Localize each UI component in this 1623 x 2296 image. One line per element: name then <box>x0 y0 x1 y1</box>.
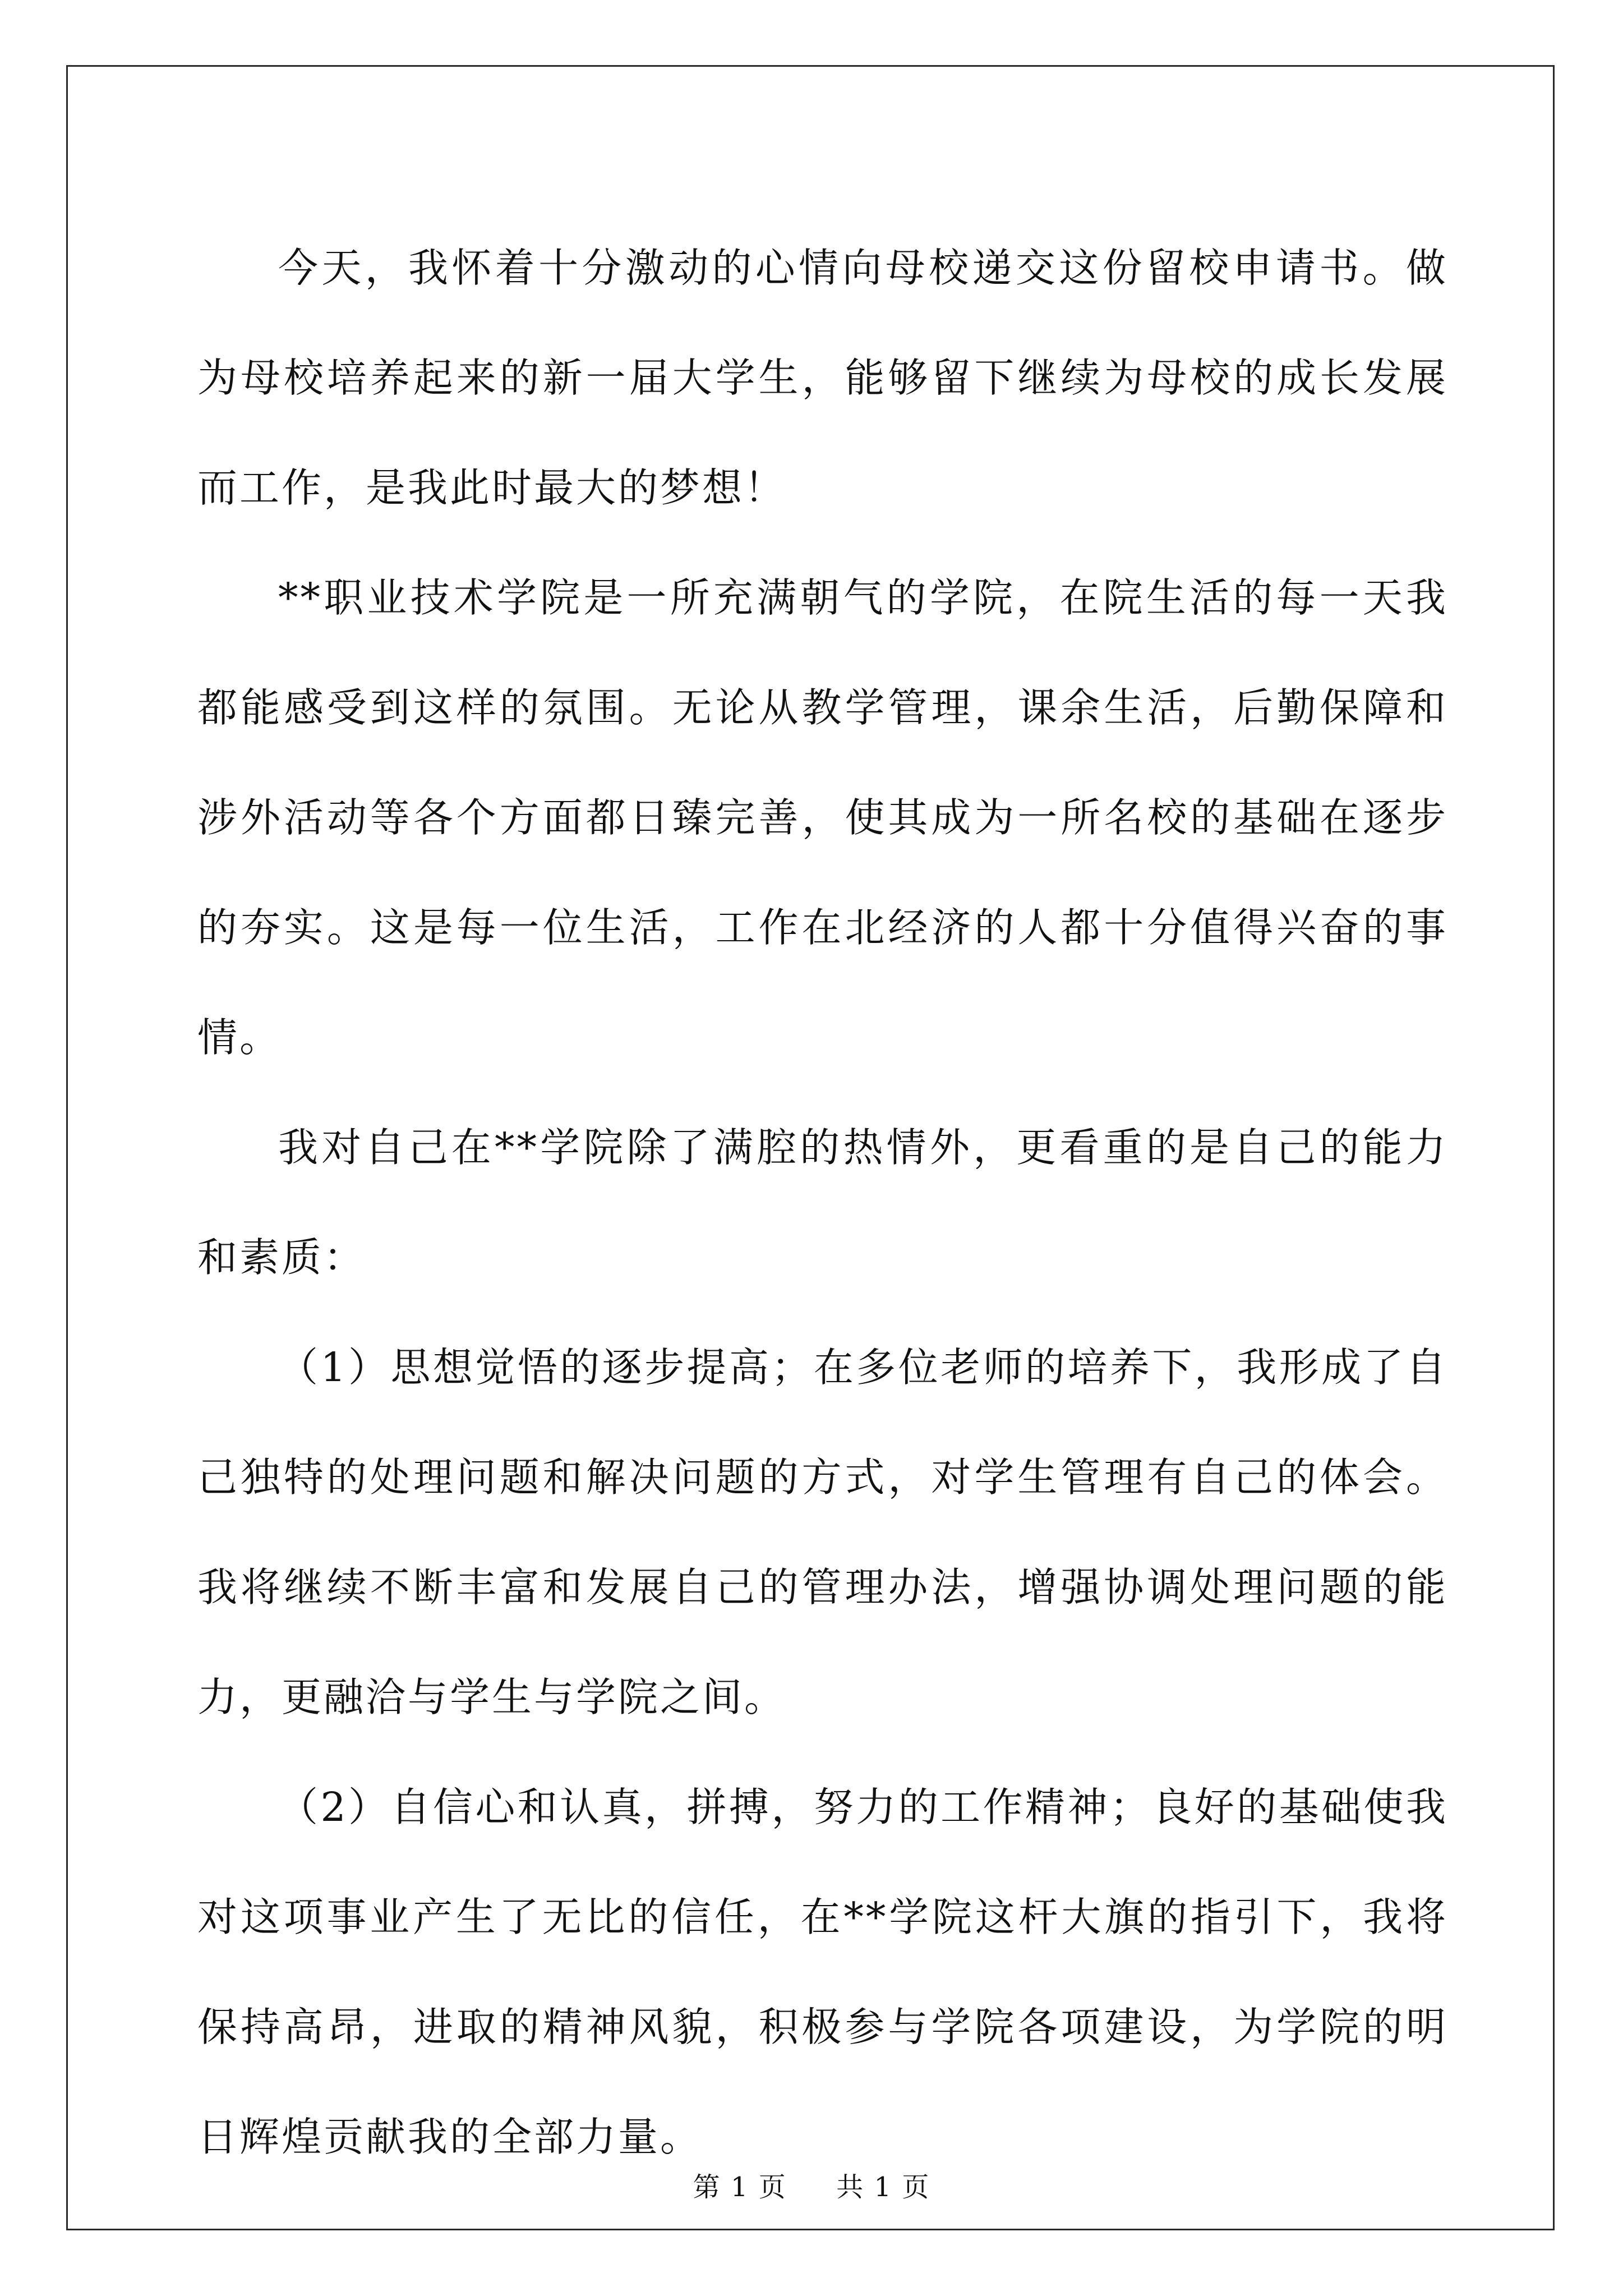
paragraph-2: **职业技术学院是一所充满朝气的学院，在院生活的每一天我都能感受到这样的氛围。无论从教学管理，课余生活，后勤保障和涉外活动等各个方面都日臻完善，使其成为一所名校的基础在逐步的夯实。这是每一位生活，工作在北经济的人都十分值得兴奋的事情。 <box>197 574 1448 1061</box>
paragraph-3: 我对自己在**学院除了满腔的热情外，更看重的是自己的能力和素质： <box>197 1124 1448 1281</box>
page-total: 共 1 页 <box>836 2171 930 2203</box>
paragraph-5: （2）自信心和认真，拼搏，努力的工作精神；良好的基础使我对这项事业产生了无比的信任，在**学院这杆大旗的指引下，我将保持高昂，进取的精神风貌，积极参与学院各项建设，为学院的明日辉煌贡献我的全部力量。 <box>197 1784 1448 2160</box>
paragraph-1: 今天，我怀着十分激动的心情向母校递交这份留校申请书。做为母校培养起来的新一届大学生，能够留下继续为母校的成长发展而工作，是我此时最大的梦想！ <box>197 245 1448 511</box>
page-footer <box>0 2165 1623 2204</box>
document-body <box>197 213 1448 2192</box>
page-number: 第 1 页 <box>693 2171 787 2203</box>
paragraph-4: （1）思想觉悟的逐步提高；在多位老师的培养下，我形成了自己独特的处理问题和解决问题的方式，对学生管理有自己的体会。我将继续不断丰富和发展自己的管理办法，增强协调处理问题的能力，更融洽与学生与学院之间。 <box>197 1344 1448 1720</box>
